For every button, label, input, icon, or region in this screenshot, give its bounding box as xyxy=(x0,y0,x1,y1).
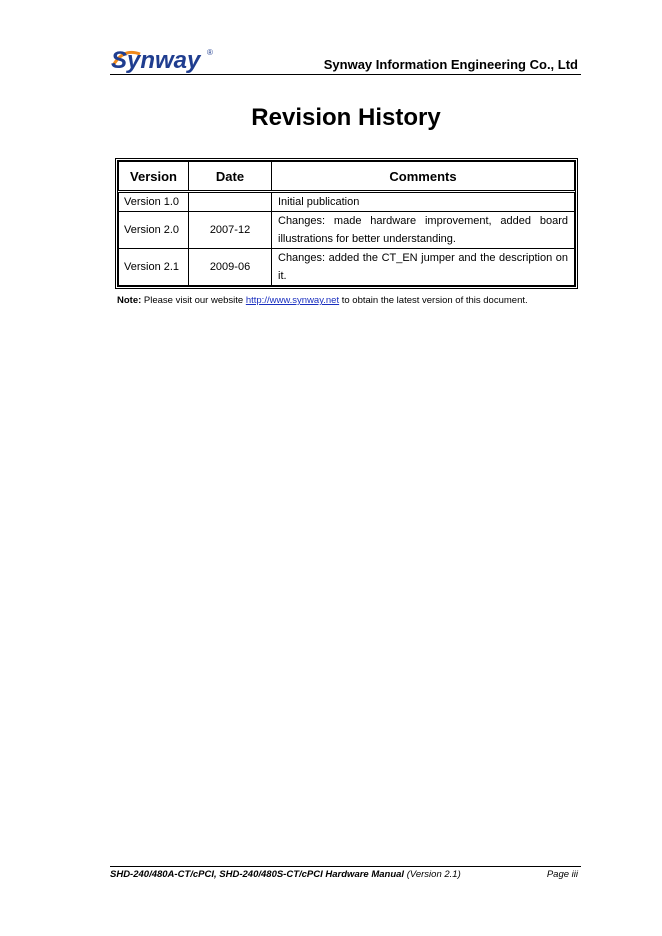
cell-version: Version 1.0 xyxy=(119,192,189,212)
cell-date: 2007-12 xyxy=(189,212,272,249)
cell-comments: Changes: added the CT_EN jumper and the description on it. xyxy=(272,249,575,286)
table-header-row xyxy=(119,162,575,192)
note-label: Note: xyxy=(117,295,142,306)
table-row xyxy=(119,212,575,249)
cell-comments: Initial publication xyxy=(272,192,575,212)
note-text-before: Please visit our website xyxy=(141,295,246,306)
footer-version: (Version 2.1) xyxy=(404,869,461,880)
footer-manual-title xyxy=(110,869,461,880)
revision-table xyxy=(118,161,575,286)
synway-logo xyxy=(110,44,220,74)
note-text-after: to obtain the latest version of this document. xyxy=(339,295,528,306)
header-rule xyxy=(110,74,581,75)
table-row xyxy=(119,249,575,286)
cell-date: 2009-06 xyxy=(189,249,272,286)
cell-date xyxy=(189,192,272,212)
footer-manual-name: SHD-240/480A-CT/cPCI, SHD-240/480S-CT/cPCI Hardware Manual xyxy=(110,869,405,880)
column-header-version: Version xyxy=(119,162,189,192)
header-company-name: Synway Information Engineering Co., Ltd xyxy=(323,57,578,72)
registered-mark: ® xyxy=(207,48,213,57)
table-row xyxy=(119,192,575,212)
column-header-comments: Comments xyxy=(272,162,575,192)
revision-table-frame xyxy=(115,158,578,289)
website-link[interactable]: http://www.synway.net xyxy=(245,295,340,306)
logo-wordmark: Synway xyxy=(111,47,201,74)
column-header-date: Date xyxy=(189,162,272,192)
footer-page-number: Page iii xyxy=(546,869,578,880)
page-title: Revision History xyxy=(251,104,441,131)
cell-version: Version 2.0 xyxy=(119,212,189,249)
cell-comments: Changes: made hardware improvement, added board illustrations for better understanding. xyxy=(272,212,575,249)
note-paragraph xyxy=(117,295,528,306)
cell-version: Version 2.1 xyxy=(119,249,189,286)
footer-rule xyxy=(110,866,581,867)
